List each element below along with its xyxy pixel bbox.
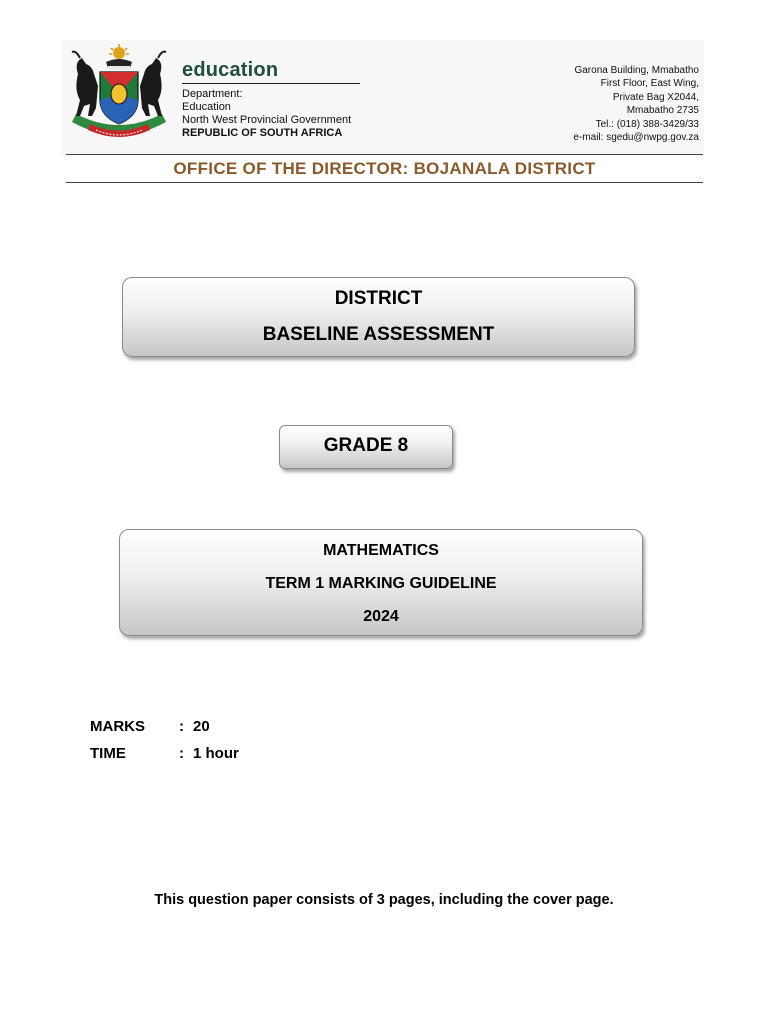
assessment-line-2: BASELINE ASSESSMENT xyxy=(262,324,495,345)
department-line: Education xyxy=(182,101,231,113)
grade-panel xyxy=(279,425,453,469)
page-count-note: This question paper consists of 3 pages, including the cover page. xyxy=(154,892,614,908)
time-separator: : xyxy=(179,745,184,762)
assessment-panel xyxy=(122,277,635,357)
marks-separator: : xyxy=(179,718,184,735)
address-line: Garona Building, Mmabatho xyxy=(574,65,699,76)
subject-guideline: TERM 1 MARKING GUIDELINE xyxy=(265,575,497,592)
department-line: North West Provincial Government xyxy=(182,114,352,126)
marks-value: 20 xyxy=(193,718,210,735)
department-title: education xyxy=(182,59,279,81)
subject-panel xyxy=(119,529,643,636)
address-line: Mmabatho 2735 xyxy=(626,105,699,117)
assessment-line-1: DISTRICT xyxy=(334,288,423,309)
department-block xyxy=(182,58,360,140)
time-label: TIME xyxy=(90,745,126,762)
address-line: Tel.: (018) 388-3429/33 xyxy=(595,118,699,130)
grade-label: GRADE 8 xyxy=(323,435,409,456)
marks-label: MARKS xyxy=(90,718,145,735)
subject-year: 2024 xyxy=(363,608,399,625)
header-bottom-rule xyxy=(66,182,703,183)
office-heading: OFFICE OF THE DIRECTOR: BOJANALA DISTRICT xyxy=(173,159,596,178)
address-line: Private Bag X2044, xyxy=(612,91,699,103)
coat-of-arms-icon xyxy=(66,44,172,148)
country-name: REPUBLIC OF SOUTH AFRICA xyxy=(182,127,343,139)
department-line: Department: xyxy=(182,88,243,100)
address-line: First Floor, East Wing, xyxy=(600,78,699,90)
address-email: e-mail: sgedu@nwpg.gov.za xyxy=(573,132,699,144)
header-top-rule xyxy=(66,154,703,155)
time-value: 1 hour xyxy=(193,745,239,762)
address-block xyxy=(499,64,699,144)
department-divider xyxy=(182,83,360,84)
subject-name: MATHEMATICS xyxy=(323,542,439,559)
